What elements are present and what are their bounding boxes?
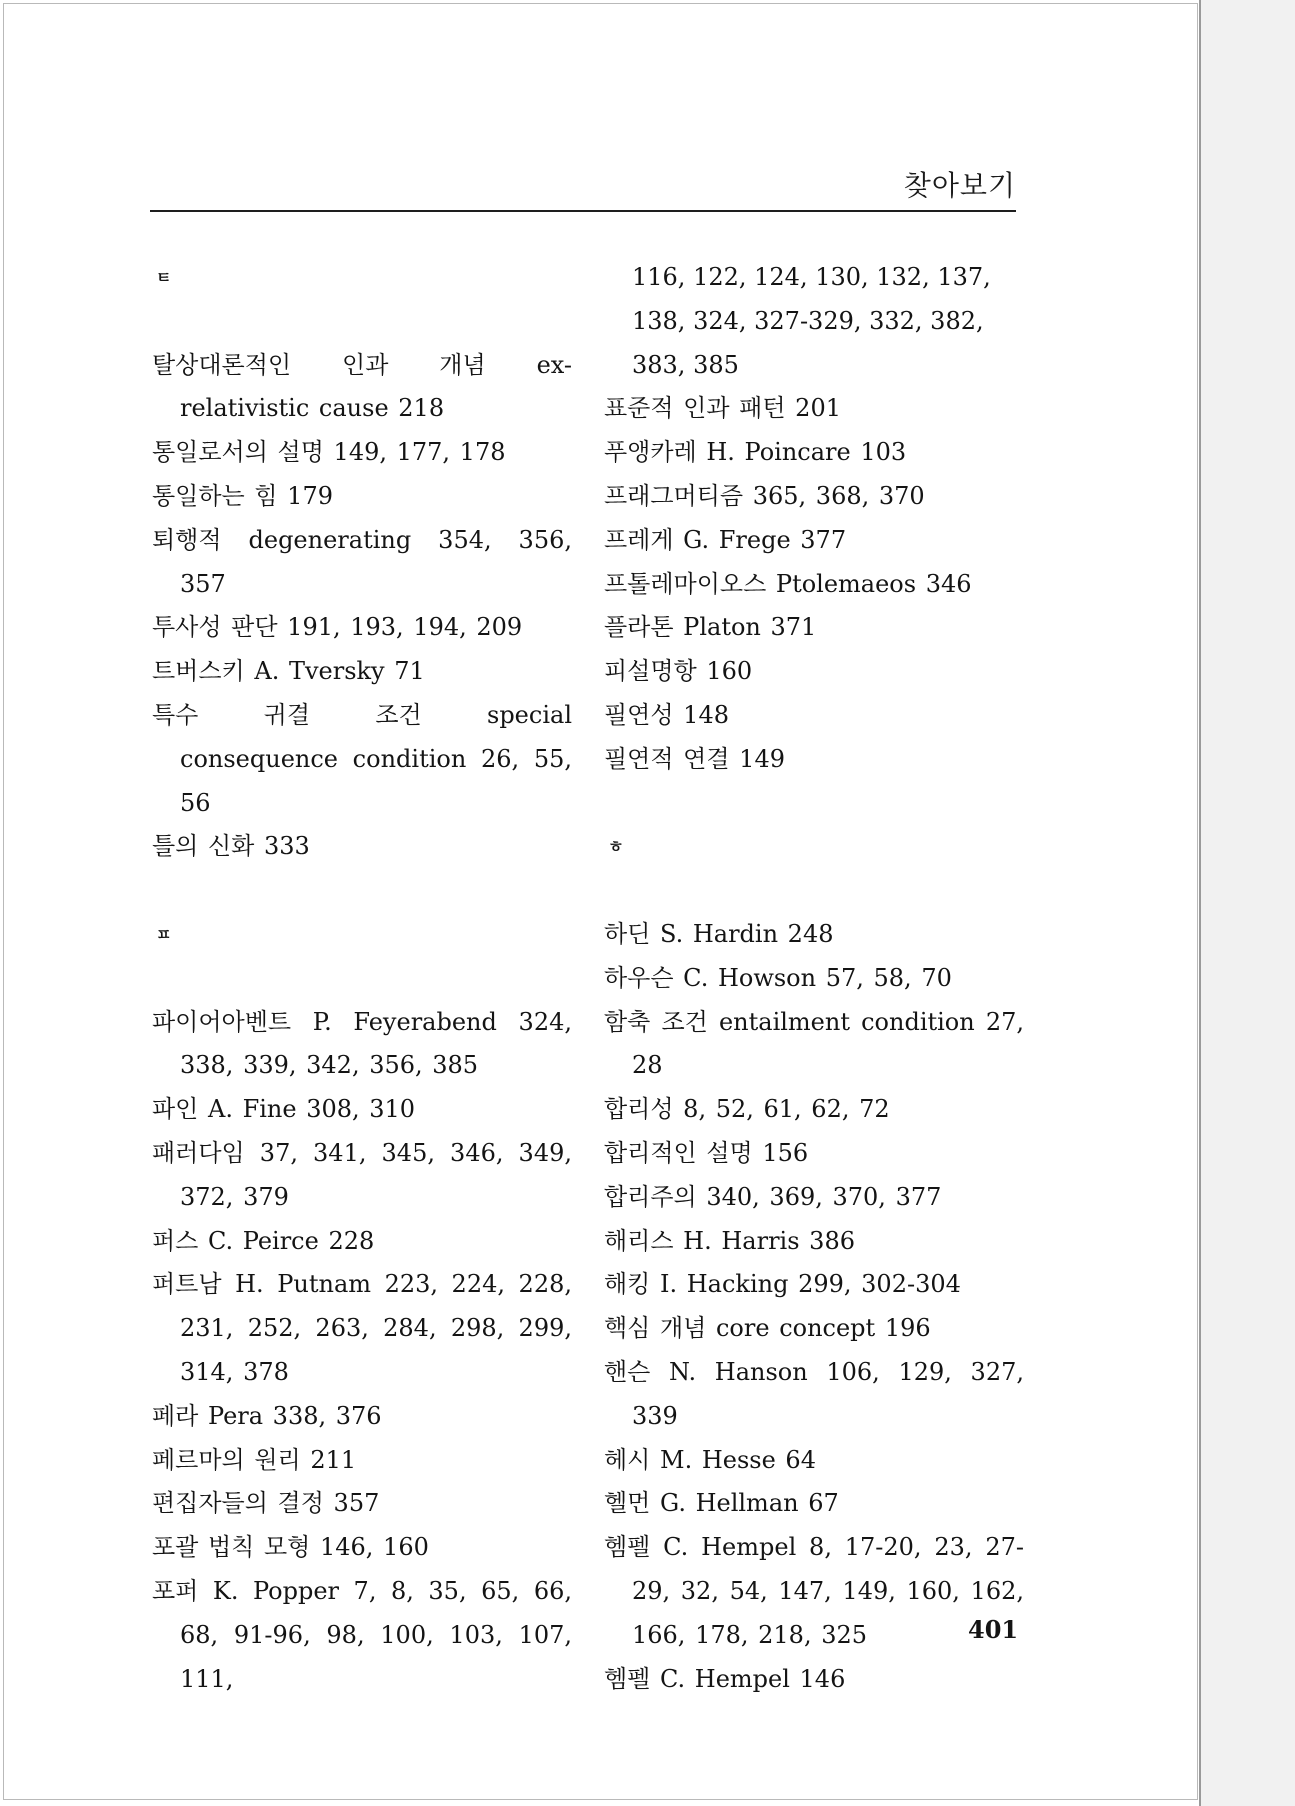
index-entry: 해킹 I. Hacking 299, 302-304 [604,1270,961,1299]
index-entry: 페라 Pera 338, 376 [152,1401,382,1430]
index-section-hieut [604,825,1024,1701]
index-entry: 푸앵카레 H. Poincare 103 [604,438,907,467]
index-entry: 해리스 H. Harris 386 [604,1226,855,1255]
index-entry: 핵심 개념 core concept 196 [604,1314,931,1343]
index-section-pieup [152,913,572,1701]
running-header [150,148,1016,212]
index-entry: 합리적인 설명 156 [604,1138,809,1167]
index-entry: 하우슨 C. Howson 57, 58, 70 [604,963,952,992]
index-entry: 퍼트남 H. Putnam 223, 224, 228, 231, 252, 263, 284, 298, 299, 314, 378 [152,1270,572,1386]
index-entry: 함축 조건 entailment condition 27, 28 [604,1007,1024,1080]
index-entry: 통일로서의 설명 149, 177, 178 [152,438,506,467]
index-entry: 피설명항 160 [604,657,753,686]
index-entry: 필연성 148 [604,700,729,729]
index-entry: 플라톤 Platon 371 [604,613,817,642]
index-entry: 프톨레마이오스 Ptolemaeos 346 [604,569,972,598]
index-entry: 하딘 S. Hardin 248 [604,919,834,948]
index-entry: 편집자들의 결정 357 [152,1489,380,1518]
page-edge-shadow [1199,0,1295,1806]
index-entry: 헬먼 G. Hellman 67 [604,1489,839,1518]
index-section-tieut [152,256,572,869]
index-entry: 통일하는 힘 179 [152,481,333,510]
index-entry-continuation: 116, 122, 124, 130, 132, 137, 138, 324, 327-329, 332, 382, 383, 385 [632,263,991,379]
index-entry: 퍼스 C. Peirce 228 [152,1226,375,1255]
index-entry: 합리성 8, 52, 61, 62, 72 [604,1095,890,1124]
index-entry: 파인 A. Fine 308, 310 [152,1095,416,1124]
index-entry: 포괄 법칙 모형 146, 160 [152,1533,429,1562]
section-letter: ㅎ [608,837,624,857]
index-entry: 프래그머티즘 365, 368, 370 [604,481,925,510]
index-entry: 파이어아벤트 P. Feyerabend 324, 338, 339, 342, 356, 385 [152,1007,572,1080]
index-entry: 트버스키 A. Tversky 71 [152,657,425,686]
index-entry: 핸슨 N. Hanson 106, 129, 327, 339 [604,1357,1024,1430]
index-entry: 포퍼 K. Popper 7, 8, 35, 65, 66, 68, 91-96, 98, 100, 103, 107, 111, [152,1576,572,1693]
section-gap [604,782,1024,826]
index-entry: 필연적 연결 149 [604,744,785,773]
index-entry: 투사성 판단 191, 193, 194, 209 [152,613,523,642]
index-column-right [604,256,1024,1701]
running-header-title: 찾아보기 [903,169,1016,202]
index-entry: 퇴행적 degenerating 354, 356, 357 [152,525,572,598]
section-letter: ㅍ [156,924,172,944]
index-entry: 패러다임 37, 341, 345, 346, 349, 372, 379 [152,1138,572,1211]
section-letter: ㅌ [156,268,172,287]
page-number: 401 [968,1615,1019,1644]
section-gap [152,869,572,913]
index-column-left [152,256,572,1701]
index-entry: 표준적 인과 패턴 201 [604,394,841,423]
index-entry: 합리주의 340, 369, 370, 377 [604,1182,942,1211]
index-entry: 탈상대론적인 인과 개념 ex-relativistic cause 218 [152,350,572,423]
index-entry: 특수 귀결 조건 special consequence condition 26, 55, 56 [152,700,572,817]
index-entry: 틀의 신화 333 [152,832,310,861]
index-entry: 헴펠 C. Hempel 146 [604,1664,846,1693]
index-entry: 프레게 G. Frege 377 [604,525,847,554]
index-entry: 헴펠 C. Hempel 8, 17-20, 23, 27-29, 32, 54, 147, 149, 160, 162, 166, 178, 218, 325 [604,1533,1024,1649]
index-entry: 헤시 M. Hesse 64 [604,1445,816,1474]
index-entry: 페르마의 원리 211 [152,1445,357,1474]
